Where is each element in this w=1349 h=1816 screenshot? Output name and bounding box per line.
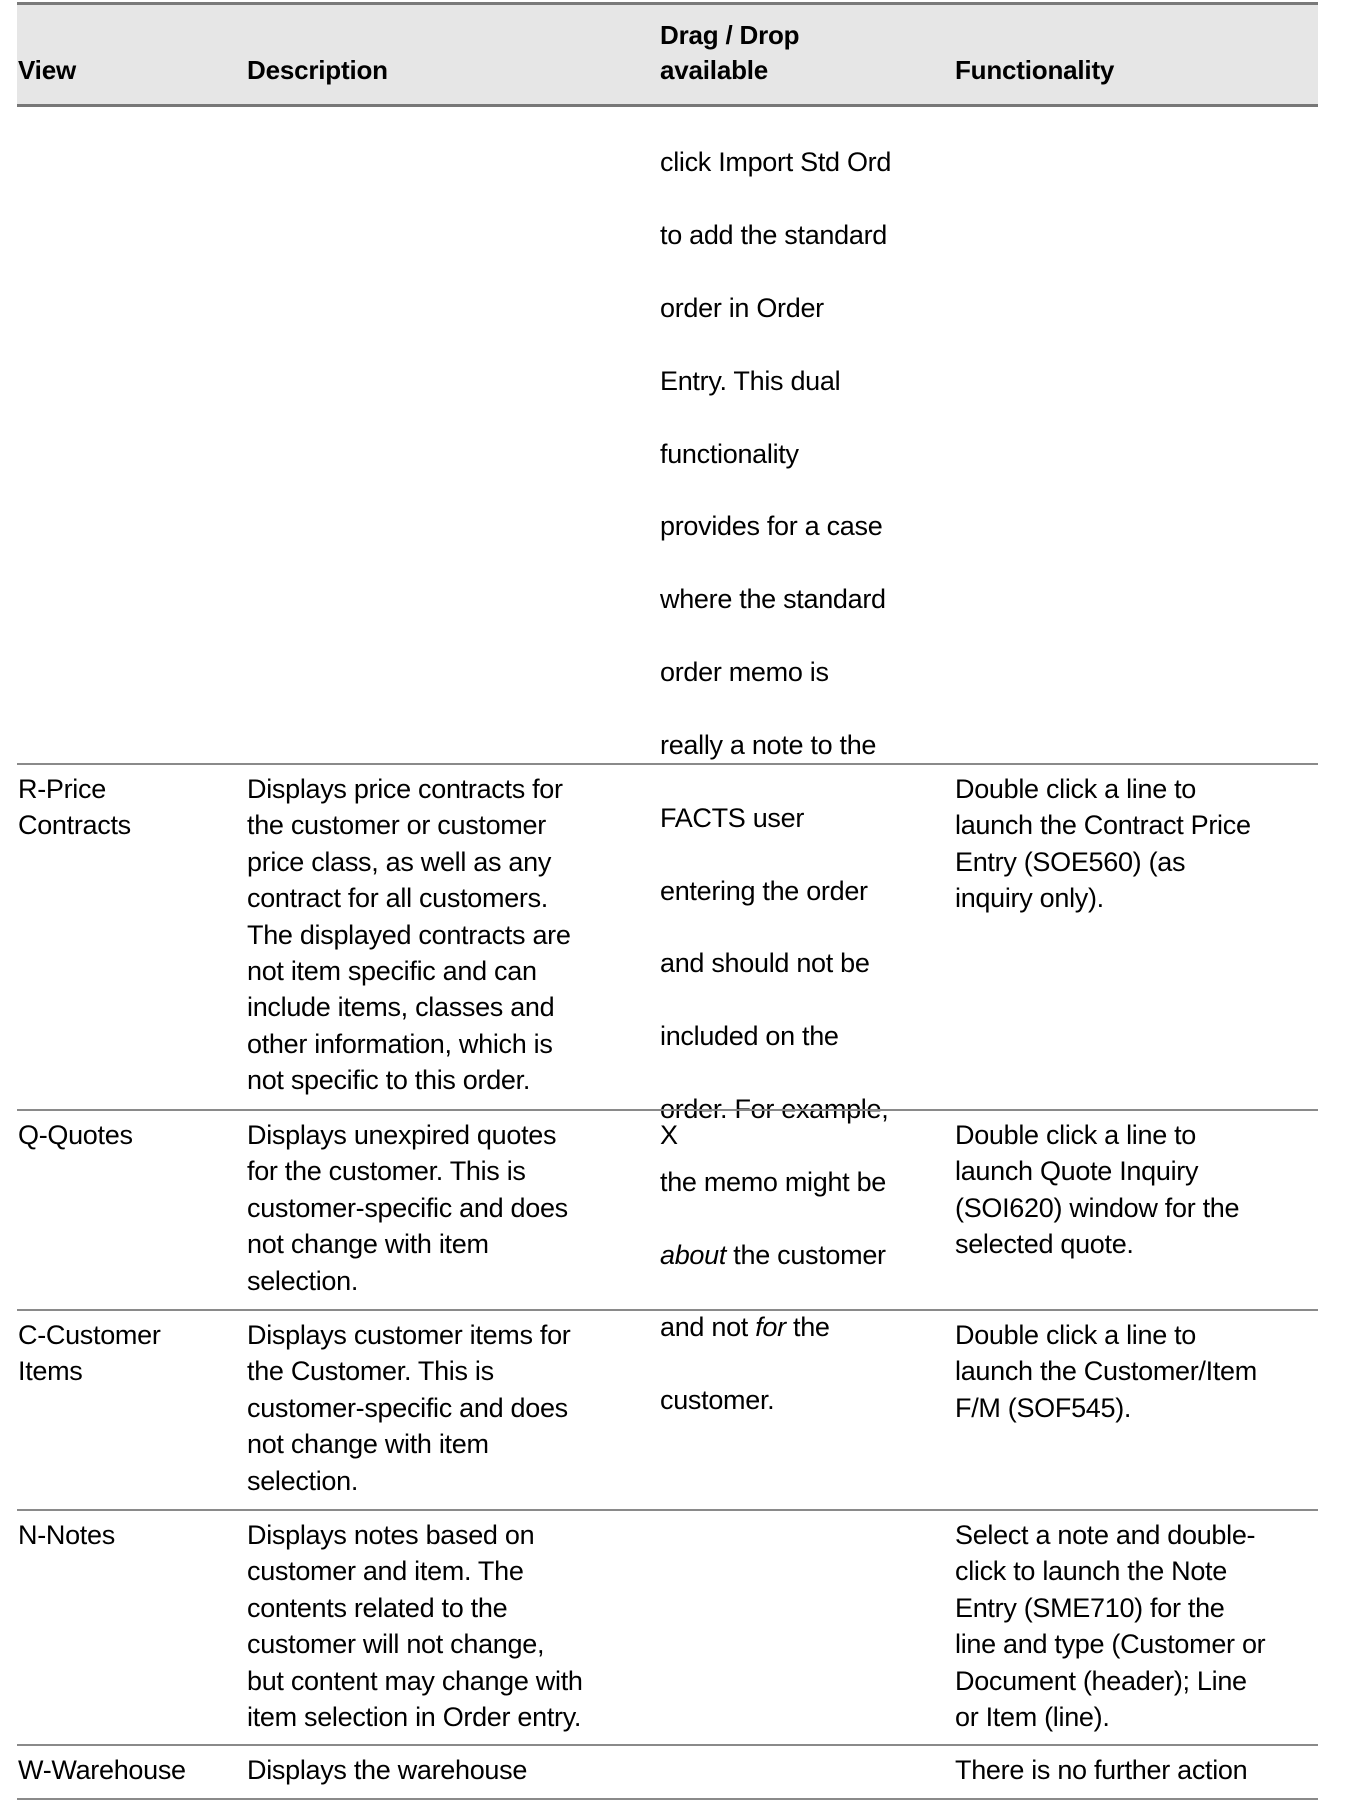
header-drag-drop-line1: Drag / Drop	[660, 20, 800, 50]
text-line: the memo might be	[660, 1166, 887, 1197]
header-view: View	[18, 55, 76, 85]
functionality-cell: There is no further action	[955, 1755, 1248, 1785]
table-row	[17, 765, 1318, 1111]
functionality-cell: Select a note and double- click to launch the Note Entry (SME710) for the line and type (Customer or Document (header); Line or Item (line).	[955, 1520, 1266, 1733]
table-row	[17, 1511, 1318, 1746]
text-line: provides for a case	[660, 511, 883, 542]
view-cell: C-Customer Items	[18, 1320, 161, 1387]
text-fragment: and not	[660, 1312, 756, 1343]
table-header	[17, 2, 1318, 107]
functionality-cell: Double click a line to launch the Contract Price Entry (SOE560) (as inquiry only).	[955, 774, 1251, 914]
drag-drop-cell: X	[660, 1120, 678, 1150]
text-line: order in Order	[660, 293, 824, 324]
text-fragment: the	[785, 1312, 830, 1343]
table-row	[17, 1746, 1318, 1800]
description-cell: Displays notes based on customer and item. The contents related to the customer will not change, but content may change with item selection in Order entry.	[247, 1520, 583, 1733]
italic-for: for	[755, 1312, 786, 1343]
description-cell: Displays customer items for the Customer. This is customer-specific and does not change with item selection.	[247, 1320, 571, 1496]
text-line: entering the order	[660, 875, 868, 906]
text-line: order. For example,	[660, 1093, 889, 1124]
description-cell: Displays unexpired quotes for the customer. This is customer-specific and does not change with item selection.	[247, 1120, 568, 1296]
table-row	[17, 1311, 1318, 1511]
views-table	[17, 2, 1318, 1800]
description-cell: Displays the warehouse	[247, 1755, 528, 1785]
text-line: really a note to the	[660, 729, 877, 760]
functionality-cell: Double click a line to launch the Customer/Item F/M (SOF545).	[955, 1320, 1257, 1423]
text-line: FACTS user	[660, 802, 805, 833]
text-fragment: the customer	[726, 1239, 886, 1270]
text-line: Entry. This dual	[660, 365, 841, 396]
text-line: and should not be	[660, 948, 870, 979]
functionality-cell: Double click a line to launch Quote Inquiry (SOI620) window for the selected quote.	[955, 1120, 1240, 1260]
table-row	[17, 1111, 1318, 1311]
text-line: included on the	[660, 1021, 839, 1052]
header-drag-drop-line2: available	[660, 55, 769, 85]
text-line: customer.	[660, 1385, 775, 1416]
description-cell: Displays price contracts for the customer or customer price class, as well as any contract for all customers. The displayed contracts are not item specific and can include items, classes and other information, which is not specific to this order.	[247, 774, 571, 1096]
view-cell: N-Notes	[18, 1520, 115, 1550]
text-line: click Import Std Ord	[660, 147, 892, 178]
header-description: Description	[247, 55, 388, 85]
view-cell: R-Price Contracts	[18, 774, 131, 841]
view-cell: W-Warehouse	[18, 1755, 186, 1785]
view-cell: Q-Quotes	[18, 1120, 133, 1150]
header-functionality: Functionality	[955, 55, 1115, 85]
text-line: order memo is	[660, 657, 829, 688]
text-line: to add the standard	[660, 220, 887, 251]
text-line: functionality	[660, 438, 799, 469]
italic-about: about	[660, 1239, 727, 1270]
text-line: where the standard	[660, 584, 886, 615]
